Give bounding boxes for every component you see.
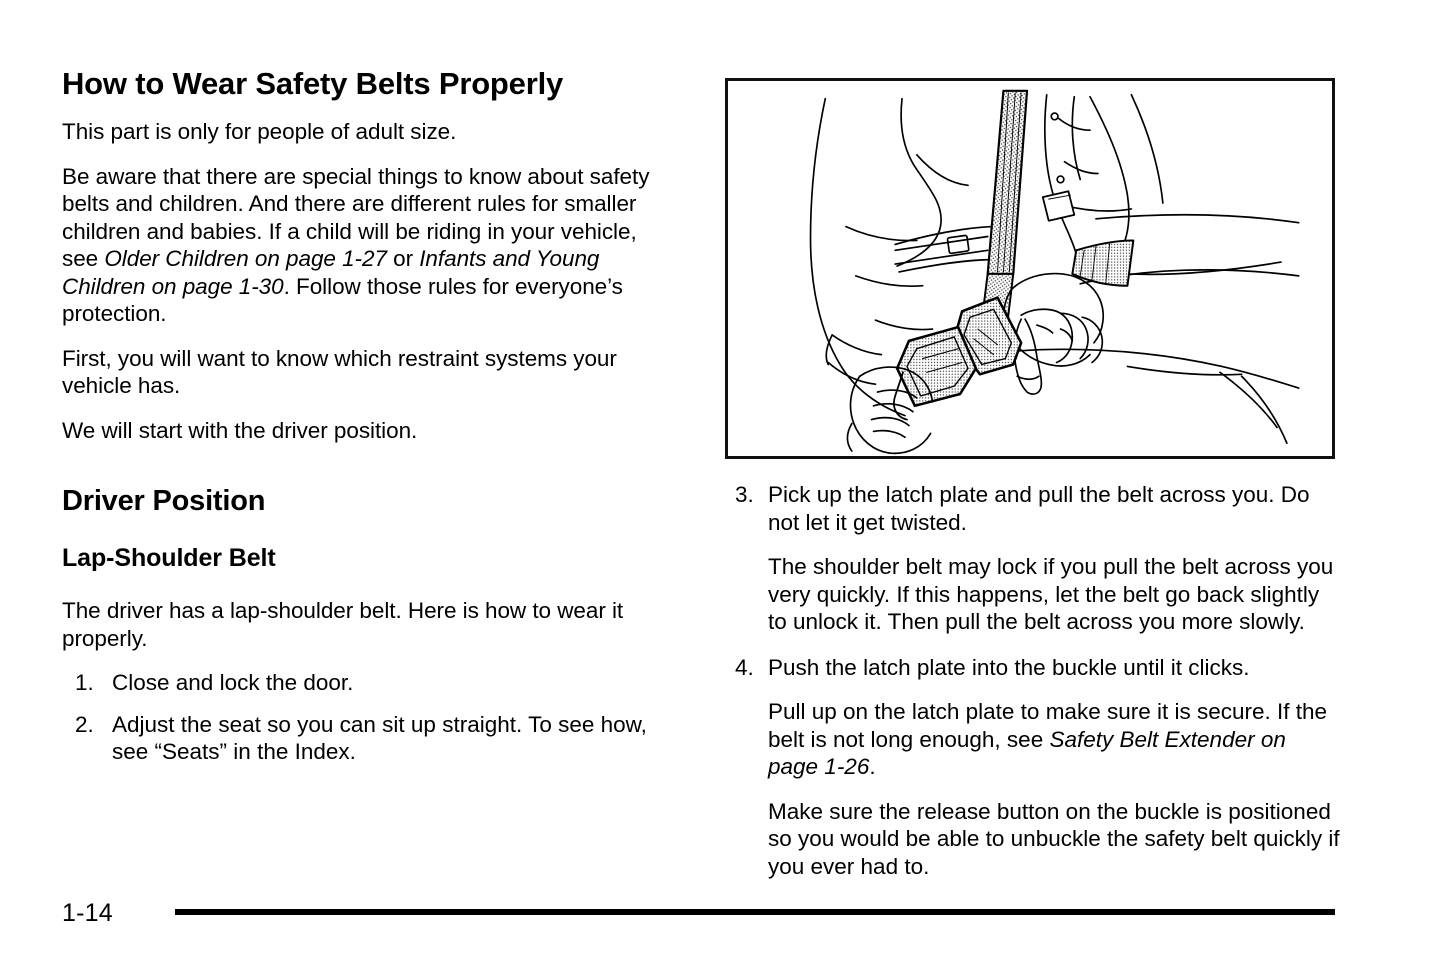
step-number: 4.: [735, 654, 754, 680]
safety-belt-illustration: [725, 78, 1335, 459]
children-paragraph-text-2: or: [386, 246, 420, 271]
list-item: [735, 654, 1340, 881]
page-number: 1-14: [62, 899, 113, 927]
list-item: [735, 481, 1340, 636]
step-note: [768, 698, 1340, 781]
cross-reference-older-children: Older Children on page 1-27: [104, 246, 387, 271]
step-note-text-2: .: [869, 754, 876, 779]
section-heading-driver-position: Driver Position: [62, 485, 266, 517]
footer-divider: [175, 909, 1335, 915]
step-note: The shoulder belt may lock if you pull the belt across you very quickly. If this happens, let the belt go back slightly to unlock it. Then pull the belt across you more slowly.: [768, 554, 1334, 634]
steps-list-right: [735, 481, 1340, 880]
step-number: 3.: [735, 482, 754, 507]
step-text: Close and lock the door.: [112, 670, 354, 695]
list-item: [62, 669, 662, 697]
children-paragraph-text-1: Be aware that there are special things to know about safety belts and children. And there are different rules for smaller children and babies. If a child will be riding in your vehicle, see: [62, 163, 650, 271]
steps-list-left: [62, 669, 662, 766]
restraint-systems-paragraph: First, you will want to know which restraint systems your vehicle has.: [62, 345, 617, 398]
driver-position-intro-paragraph: We will start with the driver position.: [62, 417, 418, 443]
cross-reference-infants-young-children: Infants and Young Children on page 1-30: [62, 246, 600, 299]
lap-shoulder-belt-paragraph: The driver has a lap-shoulder belt. Here is how to wear it properly.: [62, 598, 624, 651]
step-text: Pick up the latch plate and pull the belt across you. Do not let it get twisted.: [768, 482, 1310, 535]
step-text: Adjust the seat so you can sit up straight. To see how, see “Seats” in the Index.: [112, 711, 647, 764]
safety-belt-drawing: [728, 81, 1332, 456]
list-item: [62, 711, 662, 766]
step-number: 1.: [75, 670, 94, 695]
intro-paragraph: This part is only for people of adult size.: [62, 119, 457, 144]
right-column: [735, 481, 1340, 898]
left-column: [62, 66, 662, 780]
step-text: Push the latch plate into the buckle until it clicks.: [768, 654, 1250, 680]
step-note: Make sure the release button on the buckle is positioned so you would be able to unbuckle the safety belt quickly if you ever had to.: [768, 798, 1340, 879]
step-number: 2.: [75, 711, 94, 737]
children-paragraph-text-3: . Follow those rules for everyone’s protection.: [62, 273, 623, 326]
step-note-text-1: Pull up on the latch plate to make sure it is secure. If the belt is not long enough, see: [768, 699, 1328, 752]
page-title: How to Wear Safety Belts Properly: [62, 66, 564, 101]
subsection-heading-lap-shoulder-belt: Lap-Shoulder Belt: [62, 544, 276, 572]
cross-reference-safety-belt-extender: Safety Belt Extender on page 1-26: [768, 726, 1286, 779]
children-paragraph: [62, 163, 662, 328]
